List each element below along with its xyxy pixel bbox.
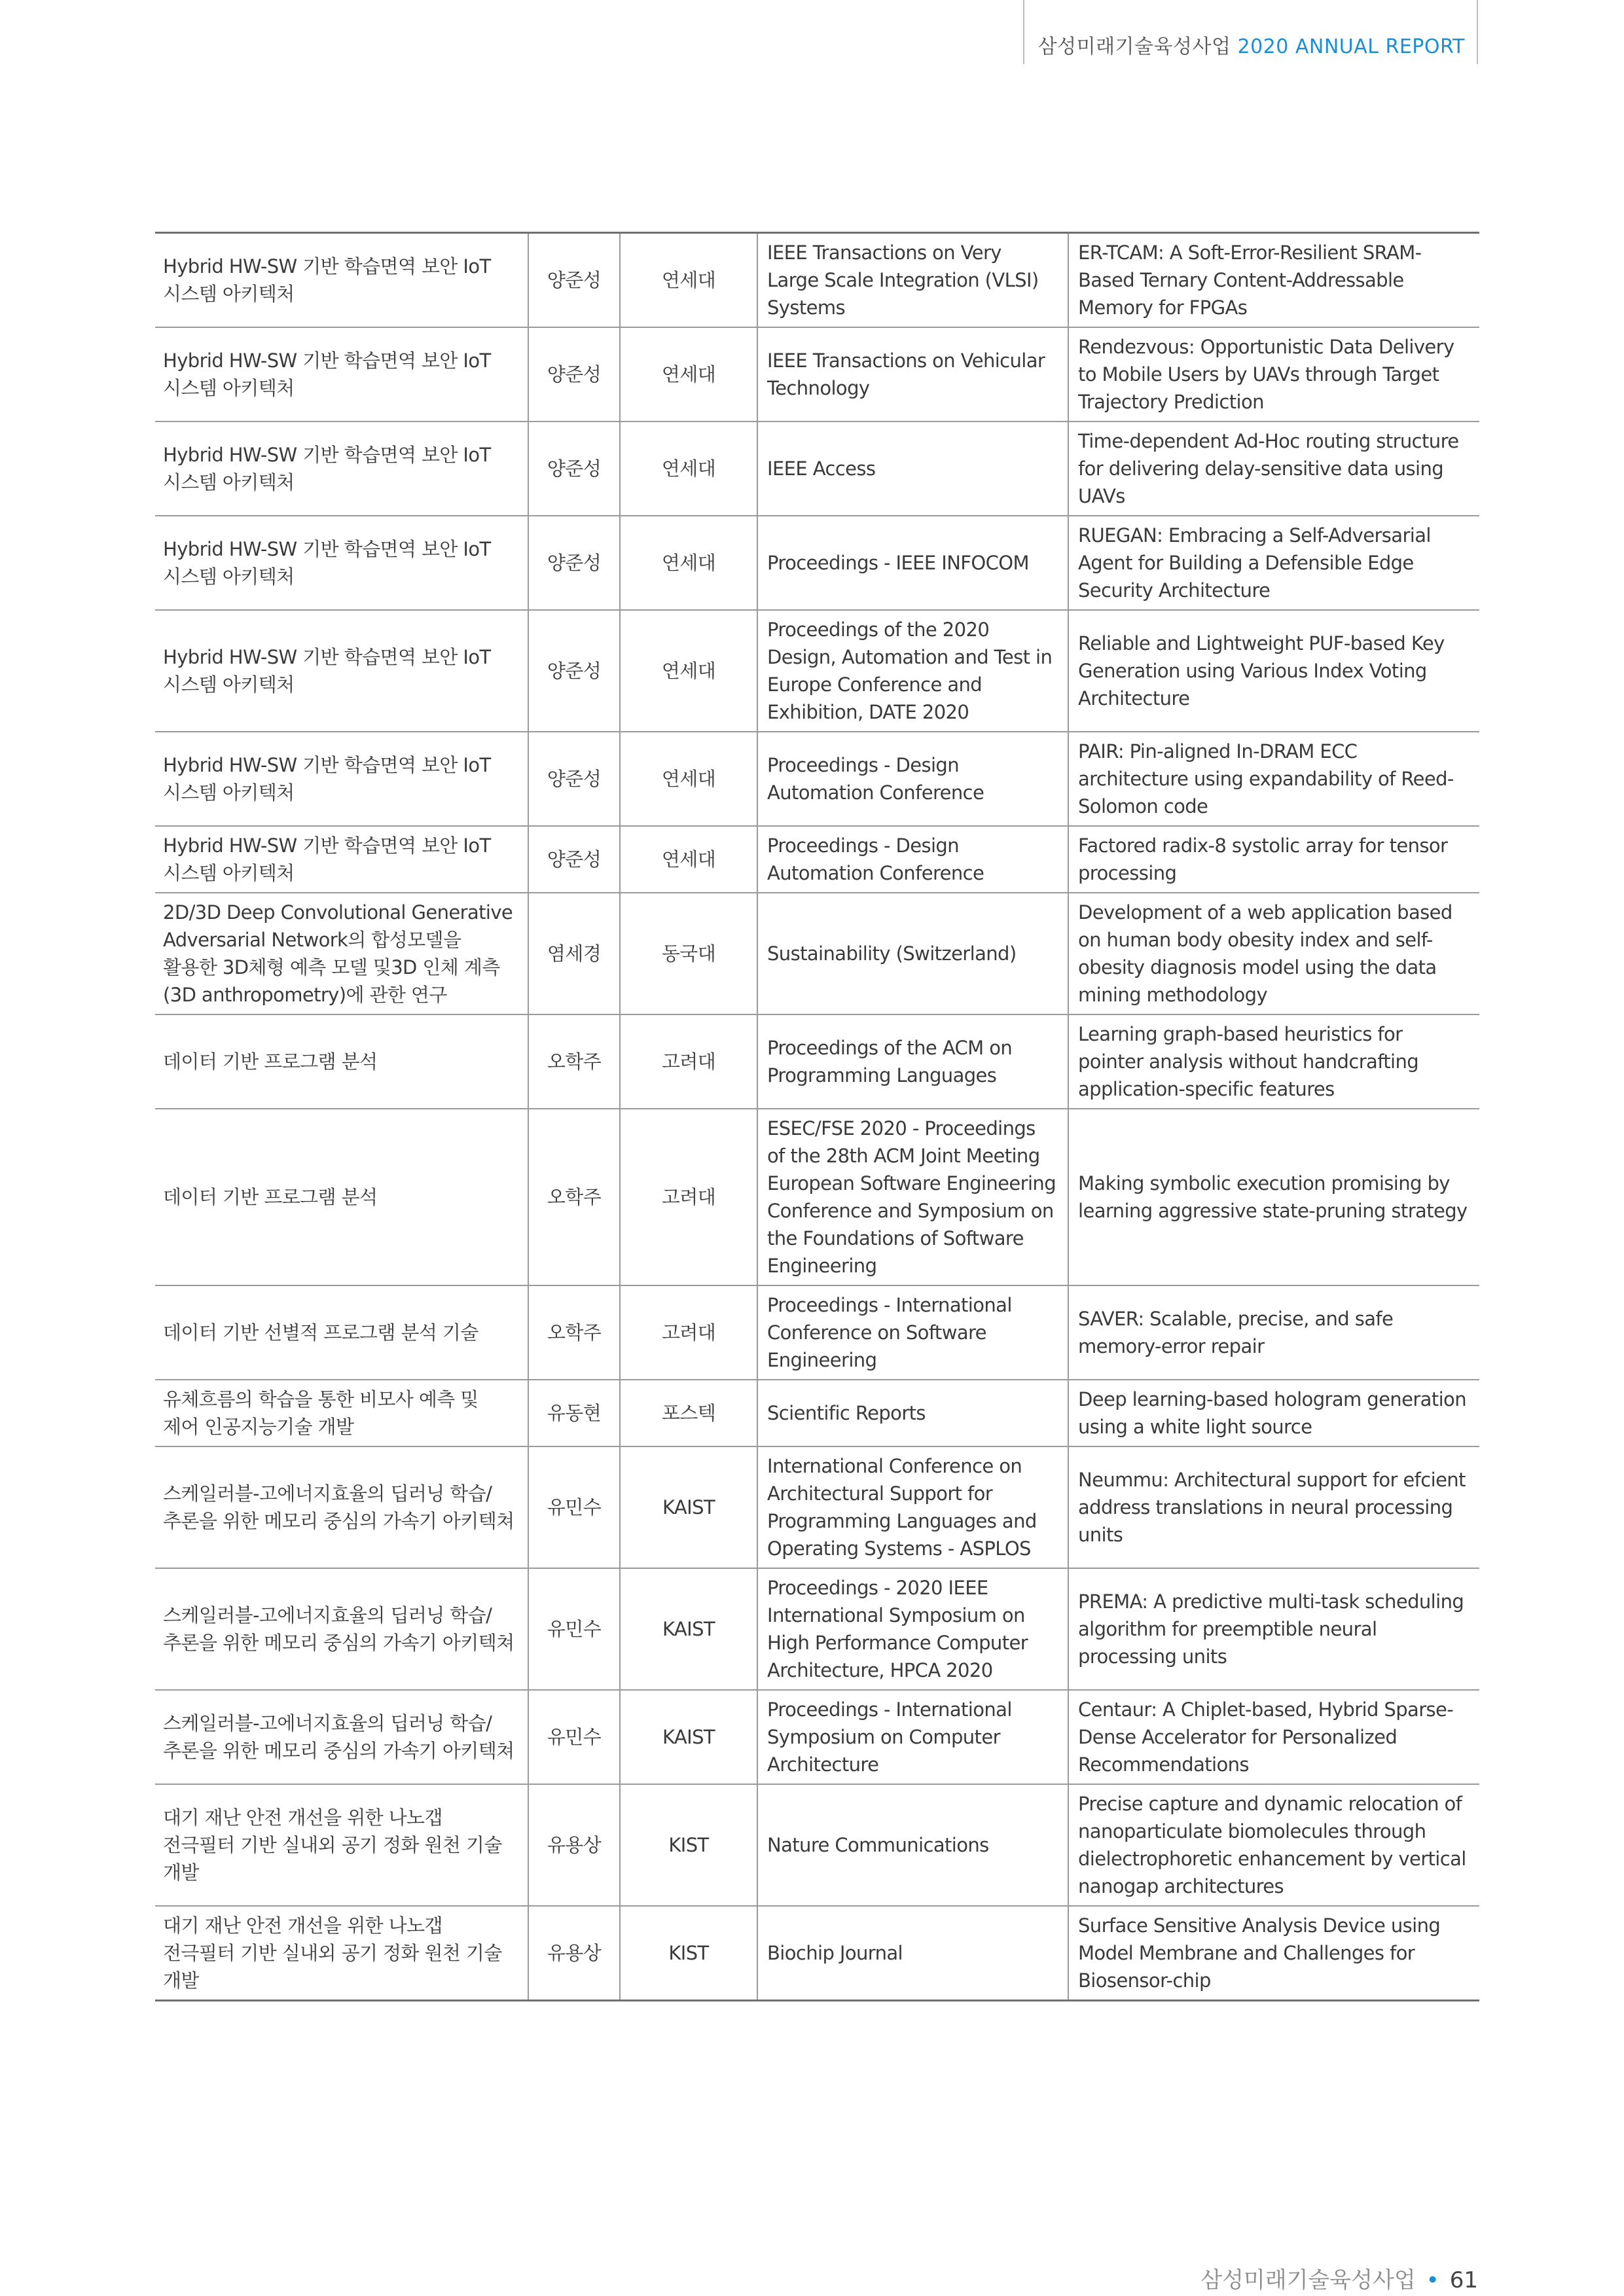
table-row [155, 610, 1479, 732]
venue-cell: Proceedings of the ACM on Programming Languages [757, 1014, 1068, 1109]
researcher-cell: 양준성 [528, 826, 620, 893]
paper-title-cell: Centaur: A Chiplet-based, Hybrid Sparse-Dense Accelerator for Personalized Recommendations [1068, 1690, 1479, 1784]
page-number: 61 [1449, 2267, 1478, 2293]
venue-cell: IEEE Transactions on Vehicular Technology [757, 327, 1068, 422]
institution-cell: KIST [620, 1784, 757, 1906]
project-cell: 대기 재난 안전 개선을 위한 나노갭 전극필터 기반 실내외 공기 정화 원천 기술 개발 [155, 1906, 528, 2001]
project-cell: Hybrid HW-SW 기반 학습면역 보안 IoT 시스템 아키텍처 [155, 610, 528, 732]
researcher-cell: 양준성 [528, 516, 620, 610]
venue-cell: IEEE Access [757, 422, 1068, 516]
venue-cell: Proceedings - International Symposium on Computer Architecture [757, 1690, 1068, 1784]
table-row [155, 422, 1479, 516]
project-cell: 스케일러블-고에너지효율의 딥러닝 학습/추론을 위한 메모리 중심의 가속기 아키텍쳐 [155, 1568, 528, 1690]
researcher-cell: 염세경 [528, 893, 620, 1014]
project-cell: 데이터 기반 선별적 프로그램 분석 기술 [155, 1285, 528, 1380]
venue-cell: Proceedings - International Conference on Software Engineering [757, 1285, 1068, 1380]
researcher-cell: 오학주 [528, 1285, 620, 1380]
researcher-cell: 양준성 [528, 732, 620, 826]
venue-cell: Biochip Journal [757, 1906, 1068, 2001]
institution-cell: KIST [620, 1906, 757, 2001]
venue-cell: International Conference on Architectural Support for Programming Languages and Operating Systems - ASPLOS [757, 1446, 1068, 1568]
institution-cell: 연세대 [620, 422, 757, 516]
project-cell: Hybrid HW-SW 기반 학습면역 보안 IoT 시스템 아키텍처 [155, 826, 528, 893]
institution-cell: KAIST [620, 1568, 757, 1690]
project-cell: 2D/3D Deep Convolutional Generative Adversarial Network의 합성모델을 활용한 3D체형 예측 모델 및3D 인체 계측(3D anthropometry)에 관한 연구 [155, 893, 528, 1014]
institution-cell: 연세대 [620, 327, 757, 422]
venue-cell: Proceedings - 2020 IEEE International Symposium on High Performance Computer Architecture, HPCA 2020 [757, 1568, 1068, 1690]
paper-title-cell: Factored radix-8 systolic array for tensor processing [1068, 826, 1479, 893]
paper-title-cell: ER-TCAM: A Soft-Error-Resilient SRAM-Based Ternary Content-Addressable Memory for FPGAs [1068, 233, 1479, 328]
header-program-name: 삼성미래기술육성사업 [1038, 35, 1231, 58]
paper-title-cell: Development of a web application based on human body obesity index and self-obesity diagnosis model using the data mining methodology [1068, 893, 1479, 1014]
researcher-cell: 유동현 [528, 1380, 620, 1446]
researcher-cell: 유용상 [528, 1906, 620, 2001]
table-row [155, 233, 1479, 328]
venue-cell: Scientific Reports [757, 1380, 1068, 1446]
institution-cell: 동국대 [620, 893, 757, 1014]
paper-title-cell: Precise capture and dynamic relocation of nanoparticulate biomolecules through dielectrophoretic enhancement by vertical nanogap architectures [1068, 1784, 1479, 1906]
paper-title-cell: Surface Sensitive Analysis Device using Model Membrane and Challenges for Biosensor-chip [1068, 1906, 1479, 2001]
project-cell: 데이터 기반 프로그램 분석 [155, 1109, 528, 1285]
institution-cell: 연세대 [620, 233, 757, 328]
footer-bullet: • [1426, 2267, 1439, 2293]
institution-cell: KAIST [620, 1690, 757, 1784]
paper-title-cell: Making symbolic execution promising by learning aggressive state-pruning strategy [1068, 1109, 1479, 1285]
institution-cell: 연세대 [620, 610, 757, 732]
venue-cell: Proceedings of the 2020 Design, Automation and Test in Europe Conference and Exhibition, DATE 2020 [757, 610, 1068, 732]
page-header [1023, 0, 1478, 64]
table-row [155, 1568, 1479, 1690]
institution-cell: 고려대 [620, 1109, 757, 1285]
paper-title-cell: SAVER: Scalable, precise, and safe memory-error repair [1068, 1285, 1479, 1380]
institution-cell: 연세대 [620, 516, 757, 610]
project-cell: Hybrid HW-SW 기반 학습면역 보안 IoT 시스템 아키텍처 [155, 233, 528, 328]
project-cell: Hybrid HW-SW 기반 학습면역 보안 IoT 시스템 아키텍처 [155, 422, 528, 516]
paper-title-cell: Neummu: Architectural support for efcient address translations in neural processing units [1068, 1446, 1479, 1568]
paper-title-cell: Learning graph-based heuristics for pointer analysis without handcrafting application-specific features [1068, 1014, 1479, 1109]
project-cell: Hybrid HW-SW 기반 학습면역 보안 IoT 시스템 아키텍처 [155, 516, 528, 610]
institution-cell: 포스텍 [620, 1380, 757, 1446]
publications-table-body [155, 233, 1479, 2001]
venue-cell: Nature Communications [757, 1784, 1068, 1906]
table-row [155, 1906, 1479, 2001]
paper-title-cell: Deep learning-based hologram generation using a white light source [1068, 1380, 1479, 1446]
project-cell: Hybrid HW-SW 기반 학습면역 보안 IoT 시스템 아키텍처 [155, 732, 528, 826]
table-row [155, 893, 1479, 1014]
institution-cell: 고려대 [620, 1285, 757, 1380]
project-cell: Hybrid HW-SW 기반 학습면역 보안 IoT 시스템 아키텍처 [155, 327, 528, 422]
paper-title-cell: PAIR: Pin-aligned In-DRAM ECC architecture using expandability of Reed-Solomon code [1068, 732, 1479, 826]
table-row [155, 732, 1479, 826]
table-row [155, 516, 1479, 610]
venue-cell: Proceedings - Design Automation Conference [757, 826, 1068, 893]
researcher-cell: 양준성 [528, 422, 620, 516]
paper-title-cell: RUEGAN: Embracing a Self-Adversarial Agent for Building a Defensible Edge Security Architecture [1068, 516, 1479, 610]
venue-cell: Proceedings - Design Automation Conference [757, 732, 1068, 826]
researcher-cell: 양준성 [528, 233, 620, 328]
footer-program-name: 삼성미래기술육성사업 [1200, 2267, 1416, 2293]
researcher-cell: 오학주 [528, 1109, 620, 1285]
institution-cell: 연세대 [620, 826, 757, 893]
project-cell: 스케일러블-고에너지효율의 딥러닝 학습/추론을 위한 메모리 중심의 가속기 아키텍쳐 [155, 1690, 528, 1784]
institution-cell: 고려대 [620, 1014, 757, 1109]
project-cell: 유체흐름의 학습을 통한 비모사 예측 및 제어 인공지능기술 개발 [155, 1380, 528, 1446]
venue-cell: Sustainability (Switzerland) [757, 893, 1068, 1014]
institution-cell: KAIST [620, 1446, 757, 1568]
project-cell: 스케일러블-고에너지효율의 딥러닝 학습/추론을 위한 메모리 중심의 가속기 아키텍쳐 [155, 1446, 528, 1568]
researcher-cell: 오학주 [528, 1014, 620, 1109]
researcher-cell: 양준성 [528, 327, 620, 422]
researcher-cell: 양준성 [528, 610, 620, 732]
paper-title-cell: Time-dependent Ad-Hoc routing structure for delivering delay-sensitive data using UAVs [1068, 422, 1479, 516]
table-row [155, 826, 1479, 893]
table-row [155, 1784, 1479, 1906]
institution-cell: 연세대 [620, 732, 757, 826]
researcher-cell: 유민수 [528, 1690, 620, 1784]
project-cell: 데이터 기반 프로그램 분석 [155, 1014, 528, 1109]
table-row [155, 327, 1479, 422]
project-cell: 대기 재난 안전 개선을 위한 나노갭 전극필터 기반 실내외 공기 정화 원천 기술 개발 [155, 1784, 528, 1906]
publications-table-wrapper [155, 232, 1479, 2001]
table-row [155, 1380, 1479, 1446]
page-footer [1200, 2262, 1478, 2294]
header-text [1038, 30, 1465, 59]
table-row [155, 1285, 1479, 1380]
table-row [155, 1014, 1479, 1109]
venue-cell: IEEE Transactions on Very Large Scale Integration (VLSI) Systems [757, 233, 1068, 328]
paper-title-cell: Reliable and Lightweight PUF-based Key Generation using Various Index Voting Architecture [1068, 610, 1479, 732]
researcher-cell: 유용상 [528, 1784, 620, 1906]
header-report-title: 2020 ANNUAL REPORT [1237, 35, 1465, 58]
table-row [155, 1446, 1479, 1568]
researcher-cell: 유민수 [528, 1446, 620, 1568]
venue-cell: ESEC/FSE 2020 - Proceedings of the 28th ACM Joint Meeting European Software Engineering Conference and Symposium on the Foundations of Software Engineering [757, 1109, 1068, 1285]
table-row [155, 1109, 1479, 1285]
paper-title-cell: PREMA: A predictive multi-task scheduling algorithm for preemptible neural processing units [1068, 1568, 1479, 1690]
researcher-cell: 유민수 [528, 1568, 620, 1690]
publications-table [155, 232, 1479, 2001]
paper-title-cell: Rendezvous: Opportunistic Data Delivery to Mobile Users by UAVs through Target Trajectory Prediction [1068, 327, 1479, 422]
table-row [155, 1690, 1479, 1784]
venue-cell: Proceedings - IEEE INFOCOM [757, 516, 1068, 610]
